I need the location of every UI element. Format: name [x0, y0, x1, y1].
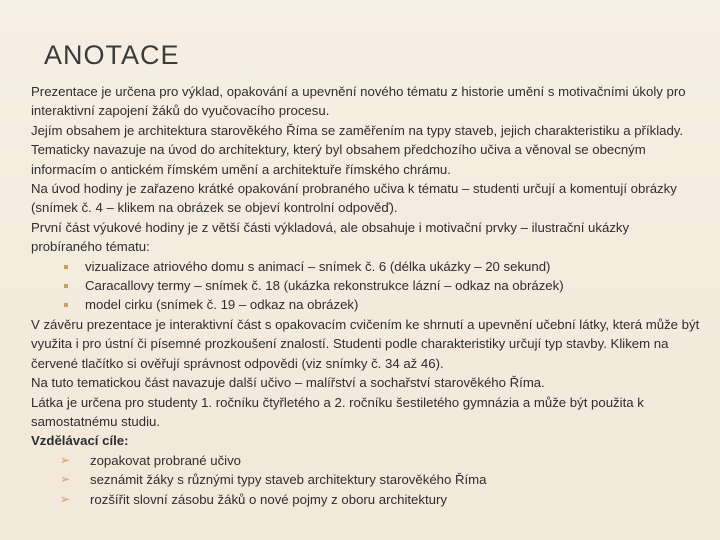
- square-bullet-icon: [64, 303, 68, 307]
- slide-title: ANOTACE: [44, 40, 180, 70]
- goals-heading: Vzdělávací cíle:: [31, 433, 129, 449]
- paragraph: Prezentace je určena pro výklad, opakování a upevnění nového tématu z historie umění s motivačními úkoly pro interaktivní zapojení žáků do vyučovacího procesu.: [31, 84, 686, 119]
- square-bullet-icon: [64, 284, 68, 288]
- paragraph: Látka je určena pro studenty 1. ročníku čtyřletého a 2. ročníku šestiletého gymnázia a může být použita k samostatnému studiu.: [31, 394, 644, 429]
- goal-item: [31, 490, 701, 509]
- arrow-bullet-icon: ➢: [60, 472, 71, 487]
- bullet-item: [31, 276, 701, 295]
- goal-text: zopakovat probrané učivo: [90, 452, 242, 468]
- paragraph: Na úvod hodiny je zařazeno krátké opakování probraného učiva k tématu – studenti určují a komentují obrázky (snímek č. 4 – klikem na obrázek se objeví kontrolní odpověď).: [31, 181, 677, 216]
- goal-text: seznámit žáky s různými typy staveb architektury starověkého Říma: [90, 472, 487, 488]
- paragraph: Jejím obsahem je architektura starověkého Říma se zaměřením na typy staveb, jejich charakteristiku a příklady. Tematicky navazuje na úvod do architektury, který byl obsahem předchozího učiva a věnoval se obecným informacím o antickém římském umění a architektuře římského chrámu.: [31, 122, 684, 177]
- bullet-item: [31, 257, 701, 276]
- bullet-text: vizualizace atriového domu s animací – snímek č. 6 (délka ukázky – 20 sekund): [85, 258, 551, 274]
- goal-text: rozšířit slovní zásobu žáků o nové pojmy z oboru architektury: [90, 491, 447, 507]
- paragraph: V závěru prezentace je interaktivní část s opakovacím cvičením ke shrnutí a upevnění učební látky, která může být využita i pro ústní či písemné prozkoušení znalostí. Studenti podle charakteristiky určují typ stavby. Klikem na červené tlačítko si ověřují správnost odpovědi (viz snímky č. 34 až 46).: [31, 316, 700, 371]
- paragraph: Na tuto tematickou část navazuje další učivo – malířství a sochařství starověkého Říma.: [31, 375, 545, 391]
- bullet-text: Caracallovy termy – snímek č. 18 (ukázka rekonstrukce lázní – odkaz na obrázek): [85, 278, 564, 294]
- arrow-bullet-icon: ➢: [60, 491, 71, 506]
- annotation-body: [31, 82, 701, 509]
- paragraph: První část výukové hodiny je z větší části výkladová, ale obsahuje i motivační prvky – ilustrační ukázky probíraného tématu:: [31, 219, 630, 255]
- goal-item: [31, 451, 701, 470]
- goal-item: [31, 470, 701, 489]
- bullet-text: model cirku (snímek č. 19 – odkaz na obrázek): [85, 297, 359, 313]
- bullet-item: [31, 295, 701, 314]
- square-bullet-icon: [64, 265, 68, 269]
- arrow-bullet-icon: ➢: [60, 452, 71, 467]
